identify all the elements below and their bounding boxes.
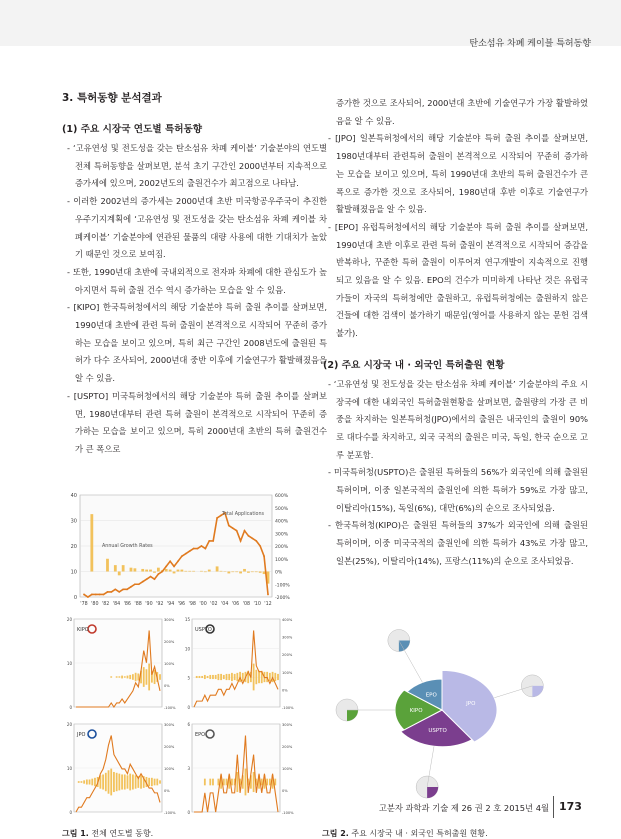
growth-bar — [247, 572, 250, 573]
growth-bar — [146, 669, 148, 685]
growth-bar — [204, 779, 206, 786]
total-point — [87, 596, 89, 598]
y-left-tick: 10 — [67, 766, 73, 771]
panel-uspto — [185, 617, 294, 710]
growth-bar — [204, 572, 207, 573]
growth-bar — [235, 572, 238, 573]
panel-jpo — [67, 722, 176, 815]
growth-bar — [118, 774, 120, 791]
growth-bar — [226, 779, 228, 786]
total-point — [83, 594, 85, 596]
paragraph: - ‘고유연성 및 전도성을 갖는 탄소섬유 차폐 케이블’ 기술분야의 연도별 전체 특허동향을 살펴보면, 분석 초기 구간인 2000년부터 지속적으로 증가세에 있으며, 2002년도의 출원건수가 최고점으로 나타남. — [62, 140, 327, 193]
y-right-tick: -100% — [275, 582, 290, 588]
paragraph: - 한국특허청(KIPO)은 출원된 특허들의 37%가 외국인에 의해 출원된 특허이며, 이중 미국국적의 출원인에 의한 특허가 43%로 가장 많고, 일본(25%), 이탈리아(14%), 프랑스(11%)의 순으로 조사되었음. — [323, 517, 588, 570]
y-right-tick: 400% — [282, 618, 293, 622]
growth-bar — [127, 676, 129, 679]
paragraph: - [USPTO] 미국특허청에서의 해당 기술분야 특허 출원 추이를 살펴보면, 1980년대부터 관련 특허 출원이 본격적으로 시작되어 꾸준히 증가하는 모습을 보이고 있으며, 특히 2000년대 초반의 특허 출원건수가 큰 폭으로 — [62, 388, 327, 459]
pie-label: USPTO — [428, 728, 447, 734]
growth-bar — [259, 572, 262, 573]
total-point — [130, 586, 132, 588]
pie-label: EPO — [426, 693, 438, 699]
total-point — [181, 555, 183, 557]
growth-bar — [148, 664, 150, 691]
satellite-slice — [532, 686, 543, 697]
satellite-slice — [347, 710, 358, 721]
growth-bar — [242, 673, 244, 681]
growth-bar — [140, 775, 142, 788]
growth-bar — [159, 780, 161, 783]
growth-bar — [239, 572, 242, 574]
growth-bar — [231, 572, 234, 573]
growth-bar — [149, 570, 152, 572]
paragraph: - ‘고유연성 및 전도성을 갖는 탄소섬유 차폐 케이블’ 기술분야의 주요 시장국에 대한 내외국인 특허출원현황을 살펴보면, 출원량의 가장 큰 비중을 차지하는 일본특허청(JPO)에서의 출원은 내국인의 출원이 90%로 대다수를 차지하고, 외국 국적의 출원은 미국, 독일, 한국 순으로 고루 분포함. — [323, 376, 588, 465]
total-point — [177, 560, 179, 562]
subsection-title-1: (1) 주요 시장국 연도별 특허동향 — [62, 121, 327, 135]
growth-bar — [269, 673, 271, 681]
growth-bar — [135, 673, 137, 681]
growth-bar — [113, 772, 115, 792]
growth-bar — [253, 664, 255, 691]
total-point — [118, 591, 120, 593]
growth-bar — [89, 779, 91, 784]
x-tick: '86 — [124, 601, 131, 607]
growth-bar — [227, 572, 230, 574]
growth-bar — [83, 780, 85, 783]
panel-label: JPO — [76, 732, 85, 738]
total-point — [114, 588, 116, 590]
legend-total: Total Applications — [221, 511, 265, 517]
growth-bar — [266, 779, 268, 786]
figure-2-label: 그림 2. — [322, 829, 349, 838]
total-point — [236, 530, 238, 532]
satellite-slice — [427, 787, 438, 798]
growth-bar — [122, 565, 125, 571]
paragraph: - 이러한 2002년의 증가세는 2000년대 초반 미국항공우주국이 추진한 우주기지계획에 ‘고유연성 및 전도성을 갖는 탄소섬유 차폐 케이블 차폐케이블’ 기술분야에 연관된 물품의 대량 사용에 대한 기대치가 높았기 때문인 것으로 보여짐. — [62, 193, 327, 264]
y-right-tick: 100% — [282, 671, 293, 675]
y-right-tick: 200% — [282, 653, 293, 657]
panel-label: KIPO — [77, 627, 89, 633]
total-point — [150, 576, 152, 578]
growth-bar — [121, 676, 123, 679]
x-tick: '98 — [189, 601, 196, 607]
y-right-tick: 400% — [275, 519, 289, 525]
growth-bar — [141, 569, 144, 572]
paragraph: - [EPO] 유럽특허청에서의 해당 기술분야 특허 출원 추이를 살펴보면, 1990년대 초반 이후로 관련 특허 출원이 본격적으로 시작되어 증감을 반복하나, 꾸준한 특허 출원이 이루어져 연구개발이 지속적으로 진행되고 있음을 알 수 있음. EPO의 건수가 미미하게 나타난 것은 유럽국가들이 자국의 특허청에만 출원하고, 유럽특허청에는 출원하지 않은 건들에 대한 검색이 불가하기 때문임(영어를 사용하지 않는 문헌 검색 불가). — [323, 219, 588, 343]
figure-2-text: 주요 시장국 내 · 외국인 특허출원 현황. — [349, 829, 488, 838]
growth-bar — [86, 779, 88, 784]
figure-1-label: 그림 1. — [62, 829, 89, 838]
x-tick: '04 — [221, 601, 228, 607]
growth-bar — [105, 773, 107, 791]
growth-bar — [151, 778, 153, 786]
growth-bar — [200, 571, 203, 572]
growth-bar — [201, 676, 203, 678]
growth-bar — [169, 570, 172, 572]
growth-bar — [220, 571, 223, 572]
growth-bar — [157, 568, 160, 572]
growth-bar — [245, 769, 247, 796]
y-left-tick: 0 — [74, 595, 77, 601]
growth-bar — [154, 670, 156, 684]
growth-bar — [212, 675, 214, 679]
x-tick: '06 — [232, 601, 239, 607]
y-left-tick: 30 — [71, 519, 77, 525]
x-tick: '78 — [80, 601, 87, 607]
total-point — [197, 548, 199, 550]
y-right-tick: -100% — [164, 811, 176, 815]
y-right-tick: 0% — [275, 570, 283, 576]
total-point — [95, 594, 97, 596]
total-point — [173, 566, 175, 568]
growth-bar — [243, 569, 246, 572]
y-right-tick: 200% — [282, 745, 293, 749]
growth-bar — [177, 570, 180, 572]
y-left-tick: 10 — [185, 646, 191, 651]
y-right-tick: 200% — [275, 544, 289, 550]
growth-bar — [116, 773, 118, 791]
total-point — [126, 588, 128, 590]
paragraph: - [JPO] 일본특허청에서의 해당 기술분야 특허 출원 추이를 살펴보면, 1980년대부터 관련특허 출원이 본격적으로 시작되어 꾸준히 증가하는 모습을 보이고 있으며, 특히 1990년대 초반의 특허 출원건수가 큰 폭으로 증가한 것으로 조사되어, 1980년대 후반 이후로 기술연구가 활발해졌음을 알 수 있음. — [323, 130, 588, 219]
total-point — [193, 548, 195, 550]
total-point — [138, 583, 140, 585]
total-point — [142, 581, 144, 583]
y-left-tick: 0 — [187, 705, 190, 710]
y-right-tick: 0% — [164, 789, 170, 793]
growth-bar — [114, 565, 117, 571]
growth-bar — [148, 778, 150, 786]
growth-bar — [110, 769, 112, 796]
growth-bar — [118, 676, 120, 677]
total-point — [244, 530, 246, 532]
growth-bar — [94, 778, 96, 786]
panel-epo — [187, 722, 294, 815]
growth-bar — [90, 514, 93, 571]
pie-label: JPO — [465, 701, 476, 707]
y-right-tick: 100% — [164, 662, 175, 666]
x-tick: '08 — [243, 601, 250, 607]
y-right-tick: 300% — [164, 723, 175, 727]
growth-bar — [124, 774, 126, 789]
total-point — [232, 527, 234, 529]
growth-bar — [121, 774, 123, 789]
growth-bar — [274, 779, 276, 786]
growth-bar — [204, 675, 206, 679]
growth-bar — [110, 676, 112, 677]
y-left-tick: 20 — [67, 722, 73, 727]
growth-bar — [212, 779, 214, 786]
total-point — [248, 535, 250, 537]
y-right-tick: 100% — [282, 767, 293, 771]
growth-bar — [135, 775, 137, 788]
growth-bar — [116, 676, 118, 677]
total-point — [228, 525, 230, 527]
growth-bar — [217, 779, 219, 786]
total-point — [263, 555, 265, 557]
total-point — [189, 550, 191, 552]
total-point — [259, 545, 261, 547]
growth-bar — [208, 570, 211, 572]
pie-label: KIPO — [410, 708, 424, 714]
y-right-tick: 600% — [275, 493, 289, 499]
y-right-tick: -200% — [275, 595, 290, 601]
growth-bar — [153, 572, 156, 573]
growth-bar — [129, 675, 131, 679]
page-number: 173 — [559, 800, 582, 813]
growth-bar — [231, 673, 233, 681]
x-tick: '80 — [91, 601, 98, 607]
y-left-tick: 15 — [185, 617, 191, 622]
paragraph: - 또한, 1990년대 초반에 국내외적으로 전자파 차폐에 대한 관심도가 높아지면서 특허 출원 건수 역시 증가하는 모습을 알 수 있음. — [62, 264, 327, 299]
total-point — [240, 540, 242, 542]
total-point — [146, 578, 148, 580]
total-point — [169, 560, 171, 562]
growth-bar — [108, 770, 110, 793]
total-point — [122, 588, 124, 590]
total-point — [255, 540, 257, 542]
growth-bar — [261, 779, 263, 786]
growth-bar — [130, 568, 133, 572]
total-point — [212, 540, 214, 542]
y-right-tick: 200% — [164, 640, 175, 644]
growth-bar — [217, 674, 219, 680]
footer-divider — [553, 796, 554, 818]
growth-bar — [156, 779, 158, 786]
y-right-tick: -100% — [282, 706, 294, 710]
applicant-pie-chart — [322, 600, 562, 820]
growth-bar — [255, 670, 257, 684]
y-left-tick: 20 — [71, 544, 77, 550]
y-left-tick: 5 — [187, 676, 190, 681]
growth-bar — [251, 572, 254, 573]
subsection-title-2: (2) 주요 시장국 내 · 외국인 특허출원 현황 — [323, 357, 588, 371]
growth-bar — [132, 674, 134, 680]
y-right-tick: 500% — [275, 506, 289, 512]
growth-bar — [118, 572, 121, 576]
growth-bar — [236, 673, 238, 681]
growth-bar — [196, 676, 198, 678]
total-point — [185, 553, 187, 555]
total-point — [251, 537, 253, 539]
leader-line — [399, 641, 423, 683]
y-right-tick: 100% — [275, 557, 289, 563]
y-right-tick: 300% — [282, 723, 293, 727]
total-point — [201, 545, 203, 547]
growth-bar — [192, 571, 195, 572]
total-point — [134, 583, 136, 585]
growth-bar — [274, 673, 276, 681]
total-point — [216, 517, 218, 519]
x-tick: '92 — [156, 601, 163, 607]
growth-bar — [133, 568, 136, 571]
total-point — [107, 591, 109, 593]
total-point — [165, 566, 167, 568]
growth-bar — [154, 779, 156, 786]
growth-bar — [132, 774, 134, 789]
growth-bar — [78, 781, 80, 783]
y-left-tick: 20 — [67, 617, 73, 622]
growth-bar — [173, 572, 176, 574]
y-left-tick: 6 — [187, 722, 190, 727]
growth-bar — [102, 774, 104, 789]
paragraph: - [KIPO] 한국특허청에서의 해당 기술분야 특허 출원 추이를 살펴보면, 1990년대 초반에 관련 특허 출원이 본격적으로 시작되어 꾸준히 증가하는 모습을 보이고 있으며, 특히 최근 구간인 2008년도에 출원된 특허가 다수 조사되어, 2000년대 중반 이후에 기술연구가 활발해졌음을 알 수 있음. — [62, 299, 327, 388]
growth-bar — [258, 671, 260, 683]
total-point — [103, 594, 105, 596]
growth-bar — [223, 779, 225, 786]
growth-bar — [145, 570, 148, 572]
growth-bar — [199, 676, 201, 678]
growth-bar — [124, 676, 126, 677]
x-tick: '84 — [113, 601, 120, 607]
paragraph: 증가한 것으로 조사되어, 2000년대 초반에 기술연구가 가장 활발하였음을 알 수 있음. — [323, 95, 588, 130]
growth-bar — [209, 779, 211, 786]
growth-bar — [234, 674, 236, 680]
growth-bar — [266, 672, 268, 682]
x-tick: '12 — [264, 601, 271, 607]
total-trend-chart — [62, 487, 302, 612]
y-right-tick: 200% — [164, 745, 175, 749]
section-title: 3. 특허동향 분석결과 — [62, 90, 327, 105]
total-point — [91, 594, 93, 596]
y-right-tick: 0% — [164, 684, 170, 688]
growth-bar — [106, 559, 109, 572]
y-right-tick: 0% — [282, 789, 288, 793]
total-point — [157, 573, 159, 575]
y-right-tick: 300% — [282, 636, 293, 640]
growth-bar — [143, 667, 145, 687]
growth-bar — [188, 571, 191, 572]
growth-bar — [253, 772, 255, 792]
growth-bar — [277, 674, 279, 680]
growth-bar — [220, 674, 222, 680]
total-point — [204, 548, 206, 550]
growth-bar — [226, 674, 228, 680]
y-left-tick: 0 — [69, 705, 72, 710]
growth-bar — [209, 675, 211, 679]
y-right-tick: 100% — [164, 767, 175, 771]
x-tick: '00 — [199, 601, 206, 607]
growth-bar — [91, 779, 93, 786]
office-trend-panels — [62, 615, 302, 825]
y-right-tick: 300% — [275, 531, 289, 537]
y-right-tick: -100% — [164, 706, 176, 710]
growth-bar — [269, 779, 271, 786]
journal-footer: 고분자 과학과 기술 제 26 권 2 호 2015년 4월 — [379, 802, 549, 814]
y-right-tick: 0% — [282, 688, 288, 692]
growth-bar — [207, 676, 209, 678]
right-column — [323, 95, 588, 571]
panel-kipo — [67, 617, 176, 710]
figure-1-text: 전체 연도별 동향. — [89, 829, 153, 838]
total-point — [161, 571, 163, 573]
growth-bar — [159, 674, 161, 680]
growth-bar — [137, 673, 139, 680]
y-left-tick: 40 — [71, 493, 77, 499]
growth-bar — [255, 572, 258, 573]
growth-bar — [215, 675, 217, 679]
growth-bar — [236, 772, 238, 792]
running-title: 탄소섬유 차폐 케이블 특허동향 — [469, 36, 591, 49]
total-point — [267, 594, 269, 596]
x-tick: '90 — [145, 601, 152, 607]
growth-bar — [127, 775, 129, 788]
growth-bar — [129, 774, 131, 791]
y-left-tick: 10 — [71, 570, 77, 576]
growth-bar — [223, 675, 225, 679]
y-left-tick: 0 — [187, 810, 190, 815]
growth-bar — [180, 570, 183, 572]
x-tick: '02 — [210, 601, 217, 607]
y-left-tick: 3 — [187, 766, 190, 771]
growth-bar — [228, 674, 230, 680]
panel-label: USPTO — [195, 627, 212, 633]
x-tick: '88 — [134, 601, 141, 607]
y-right-tick: 300% — [164, 618, 175, 622]
x-tick: '94 — [167, 601, 174, 607]
growth-bar — [216, 566, 219, 571]
left-column — [62, 90, 327, 459]
growth-bar — [184, 571, 187, 572]
total-point — [111, 591, 113, 593]
total-point — [154, 578, 156, 580]
growth-bar — [231, 779, 233, 786]
total-point — [208, 540, 210, 542]
x-tick: '96 — [178, 601, 185, 607]
growth-bar — [81, 781, 83, 783]
total-point — [99, 594, 101, 596]
x-tick: '82 — [102, 601, 109, 607]
y-right-tick: -100% — [282, 811, 294, 815]
legend-growth: Annual Growth Rates — [102, 543, 153, 549]
growth-bar — [165, 569, 168, 572]
paragraph: - 미국특허청(USPTO)은 출원된 특허들의 56%가 외국인에 의해 출원된 특허이며, 이중 일본국적의 출원인에 의한 특허가 59%로 가장 많고, 이탈리아(15%), 독일(6%), 대만(6%)의 순으로 조사되었음. — [323, 464, 588, 517]
x-tick: '10 — [253, 601, 260, 607]
y-left-tick: 10 — [67, 661, 73, 666]
panel-label: EPO — [195, 732, 205, 738]
y-left-tick: 0 — [69, 810, 72, 815]
